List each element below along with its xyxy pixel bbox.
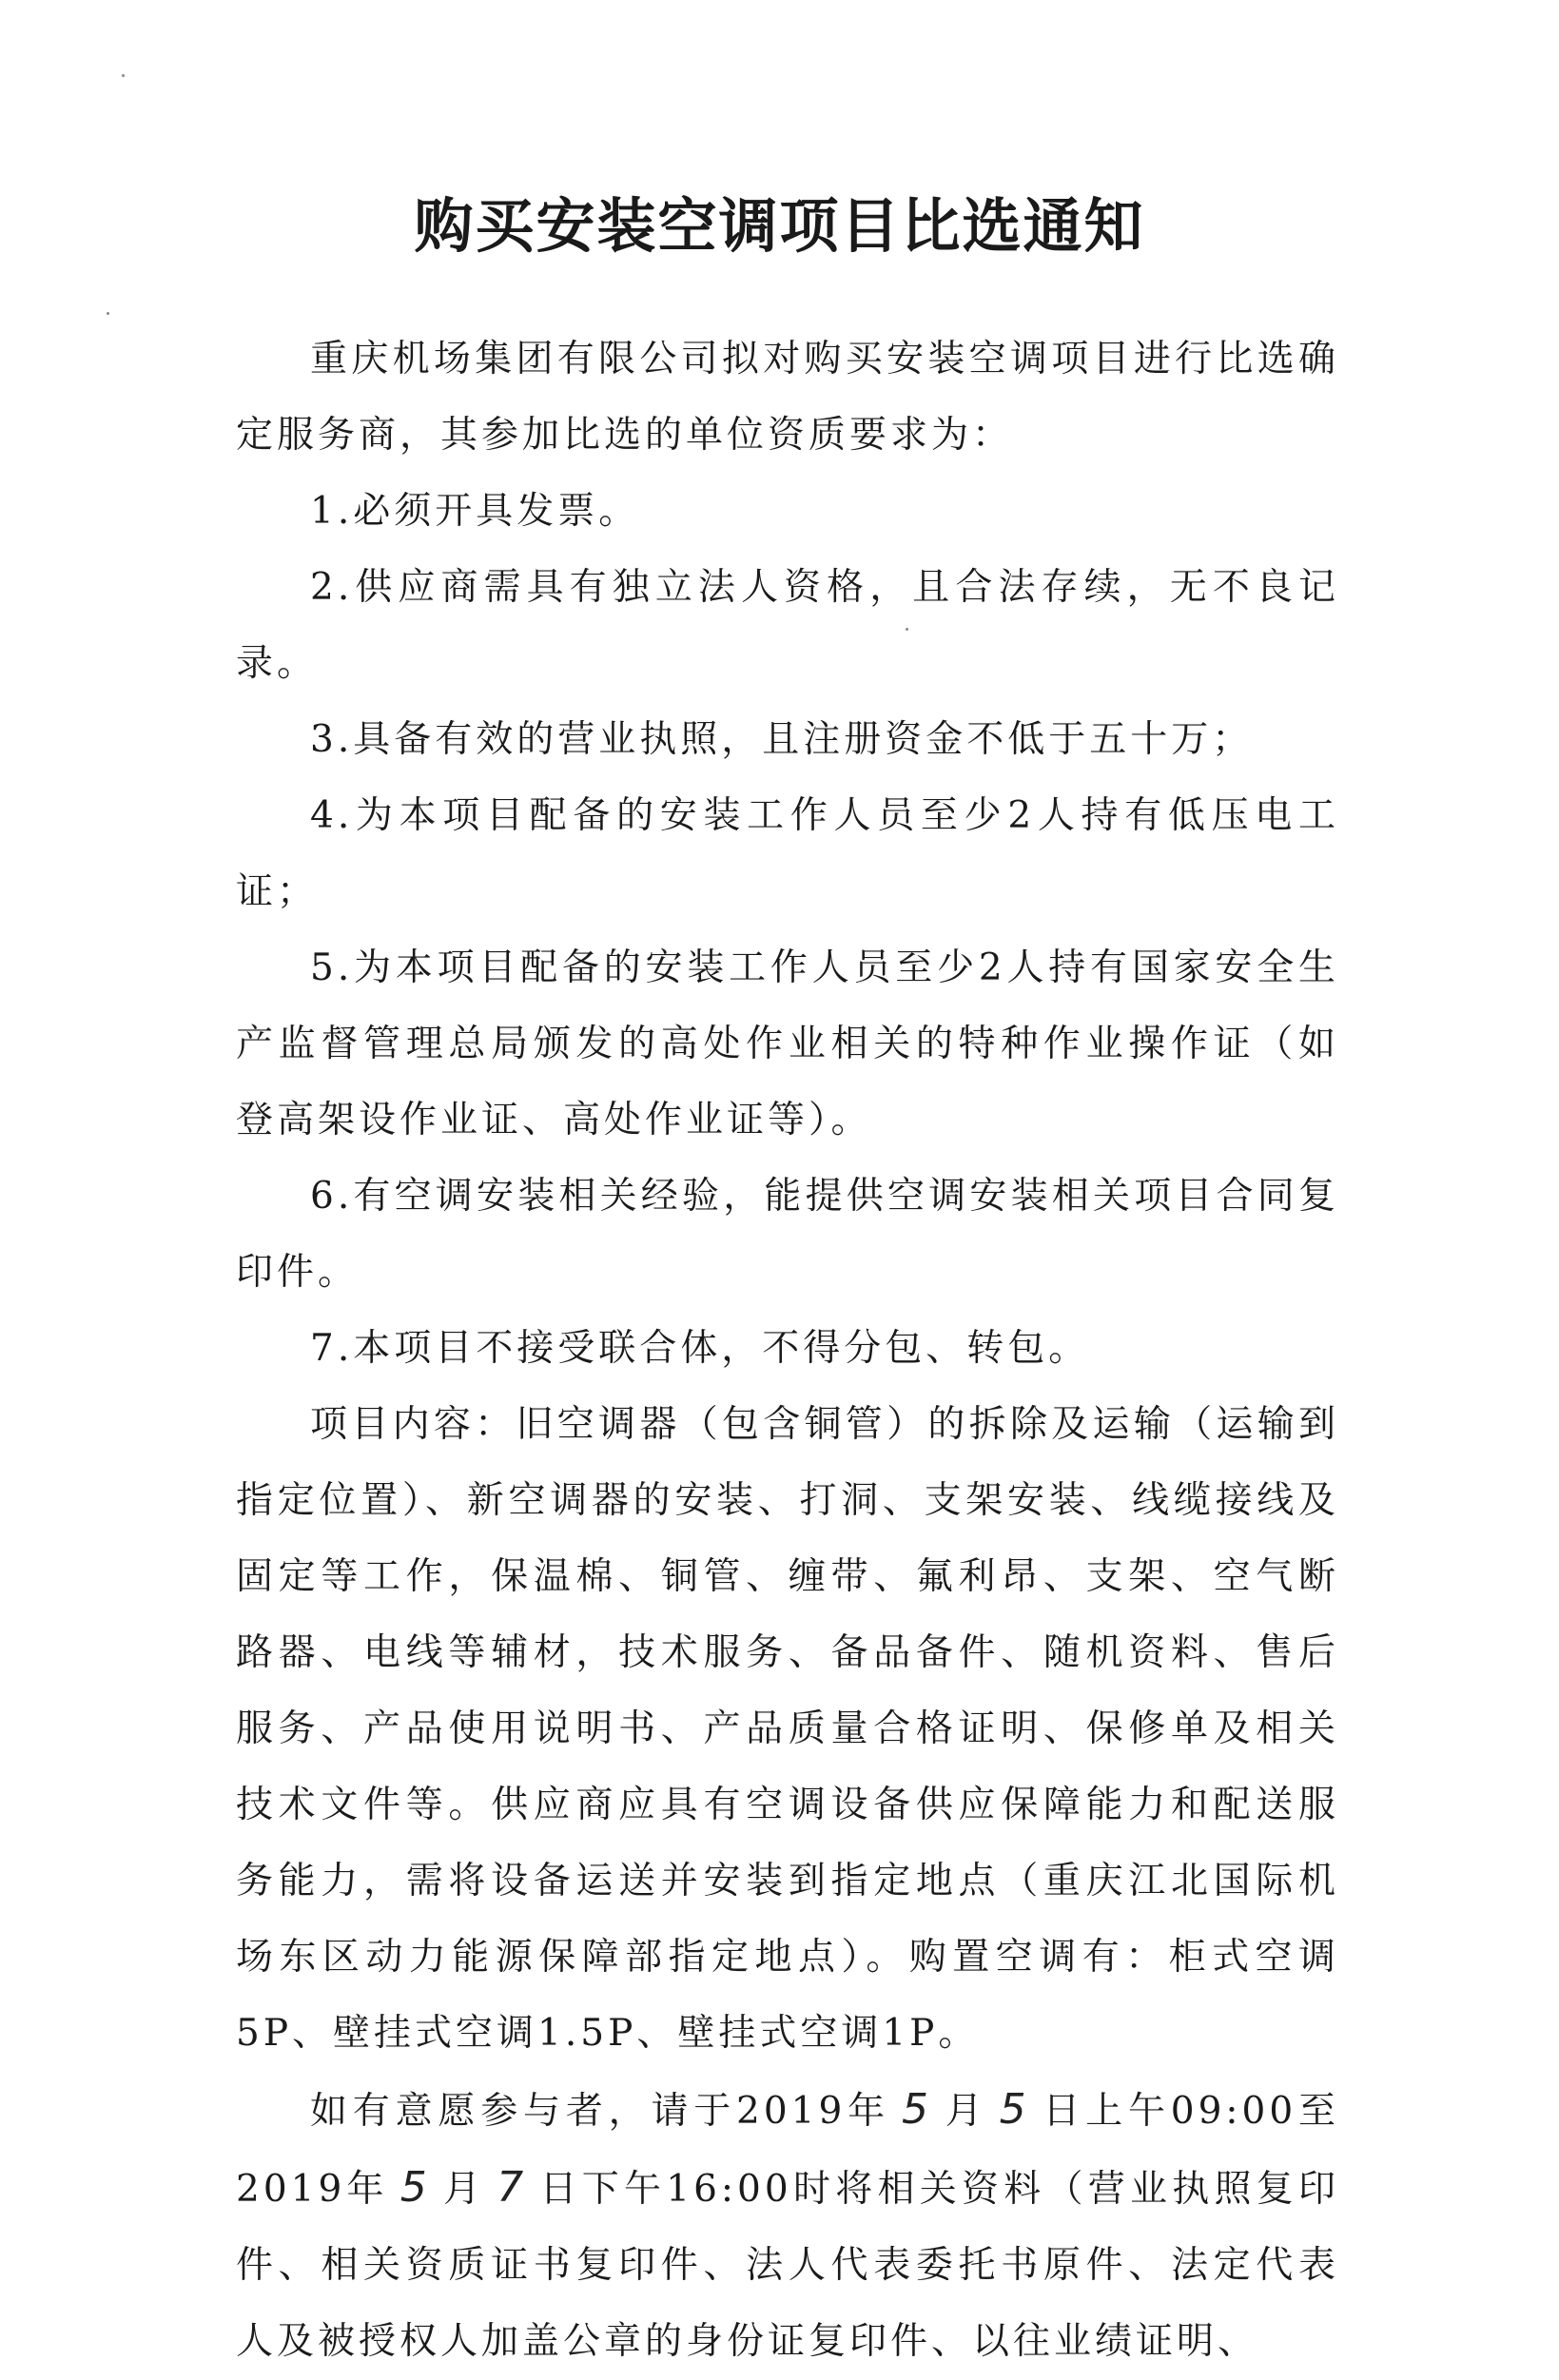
document-body	[236, 322, 1339, 2380]
submission-text-part-2: 月	[943, 2090, 988, 2133]
scan-speck	[107, 312, 109, 315]
scan-speck	[122, 74, 125, 77]
requirement-6: 6.有空调安装相关经验，能提供空调安装相关项目合同复印件。	[236, 1175, 1339, 1294]
requirement-7: 7.本项目不接受联合体，不得分包、转包。	[310, 1327, 1090, 1370]
submission-text-part-3: 日上午09:00至2019年	[236, 2090, 1339, 2211]
document-title: 购买安装空调项目比选通知	[414, 191, 1145, 261]
requirement-4: 4.为本项目配备的安装工作人员至少2人持有低压电工证；	[236, 794, 1339, 913]
requirement-2: 2.供应商需具有独立法人资格，且合法存续，无不良记录。	[236, 566, 1339, 685]
submission-text-part-5: 日下午16:00时将相关资料（营业执照复印件、相关资质证书复印件、法人代表委托书原件、法定代表人及被授权人加盖公章的身份证复印件、以往业绩证明、	[236, 2168, 1339, 2363]
handwritten-end-day: 7	[497, 2163, 528, 2212]
submission-paragraph	[236, 2072, 1339, 2380]
submission-text-part-1: 如有意愿参与者，请于2019年	[310, 2090, 890, 2133]
requirement-3: 3.具备有效的营业执照，且注册资金不低于五十万；	[310, 718, 1254, 761]
handwritten-start-day: 5	[999, 2085, 1030, 2134]
handwritten-end-month: 5	[399, 2163, 431, 2212]
requirement-1: 1.必须开具发票。	[310, 490, 640, 533]
submission-text-part-4: 月	[441, 2168, 486, 2211]
project-content-paragraph: 项目内容：旧空调器（包含铜管）的拆除及运输（运输到指定位置）、新空调器的安装、打洞、支架安装、线缆接线及固定等工作，保温棉、铜管、缠带、氟利昂、支架、空气断路器、电线等辅材，技术服务、备品备件、随机资料、售后服务、产品使用说明书、产品质量合格证明、保修单及相关技术文件等。供应商应具有空调设备供应保障能力和配送服务能力，需将设备运送并安装到指定地点（重庆江北国际机场东区动力能源保障部指定地点）。购置空调有：柜式空调5P、壁挂式空调1.5P、壁挂式空调1P。	[236, 1403, 1339, 2055]
handwritten-start-month: 5	[901, 2085, 932, 2134]
requirement-5: 5.为本项目配备的安装工作人员至少2人持有国家安全生产监督管理总局颁发的高处作业相关的特种作业操作证（如登高架设作业证、高处作业证等）。	[236, 946, 1339, 1141]
intro-paragraph: 重庆机场集团有限公司拟对购买安装空调项目进行比选确定服务商，其参加比选的单位资质要求为：	[236, 338, 1339, 457]
